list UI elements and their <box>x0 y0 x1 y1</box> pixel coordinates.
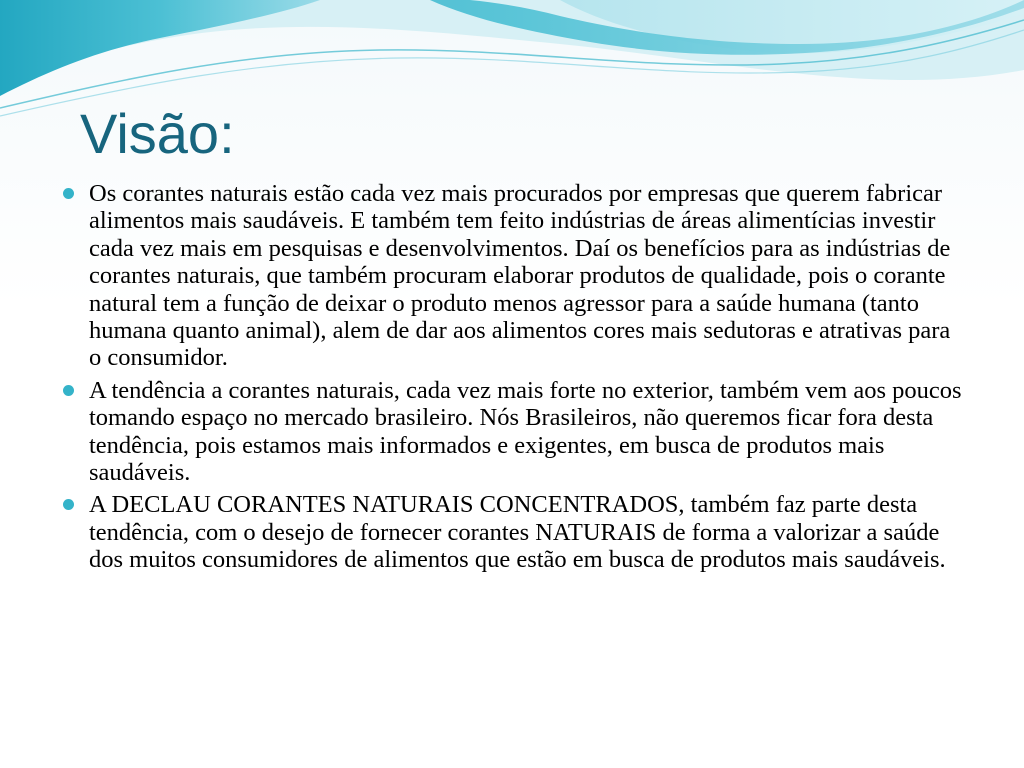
bullet-item <box>62 377 967 487</box>
bullet-text: Os corantes naturais estão cada vez mais procurados por empresas que querem fabricar alimentos mais saudáveis. E também tem feito indústrias de áreas alimentícias investir cada vez mais em pesquisas e desenvolvimentos. Daí os benefícios para as indústrias de corantes naturais, que também procuram elaborar produtos de qualidade, pois o corante natural tem a função de deixar o produto menos agressor para a saúde humana (tanto humana quanto animal), alem de dar aos alimentos cores mais sedutoras e atrativas para o consumidor. <box>89 180 951 372</box>
bullet-dot-icon <box>63 385 74 396</box>
slide-title: Visão: <box>80 102 235 165</box>
bullet-list <box>62 180 967 579</box>
bullet-dot-icon <box>63 188 74 199</box>
bullet-item <box>62 180 967 372</box>
bullet-text: A tendência a corantes naturais, cada vez mais forte no exterior, também vem aos poucos tomando espaço no mercado brasileiro. Nós Brasileiros, não queremos ficar fora desta tendência, pois estamos mais informados e exigentes, em busca de produtos mais saudáveis. <box>89 376 962 487</box>
bullet-dot-icon <box>63 499 74 510</box>
bullet-text: A DECLAU CORANTES NATURAIS CONCENTRADOS, também faz parte desta tendência, com o desejo de fornecer corantes NATURAIS de forma a valorizar a saúde dos muitos consumidores de alimentos que estão em busca de produtos mais saudáveis. <box>89 491 946 574</box>
bullet-item <box>62 491 967 573</box>
